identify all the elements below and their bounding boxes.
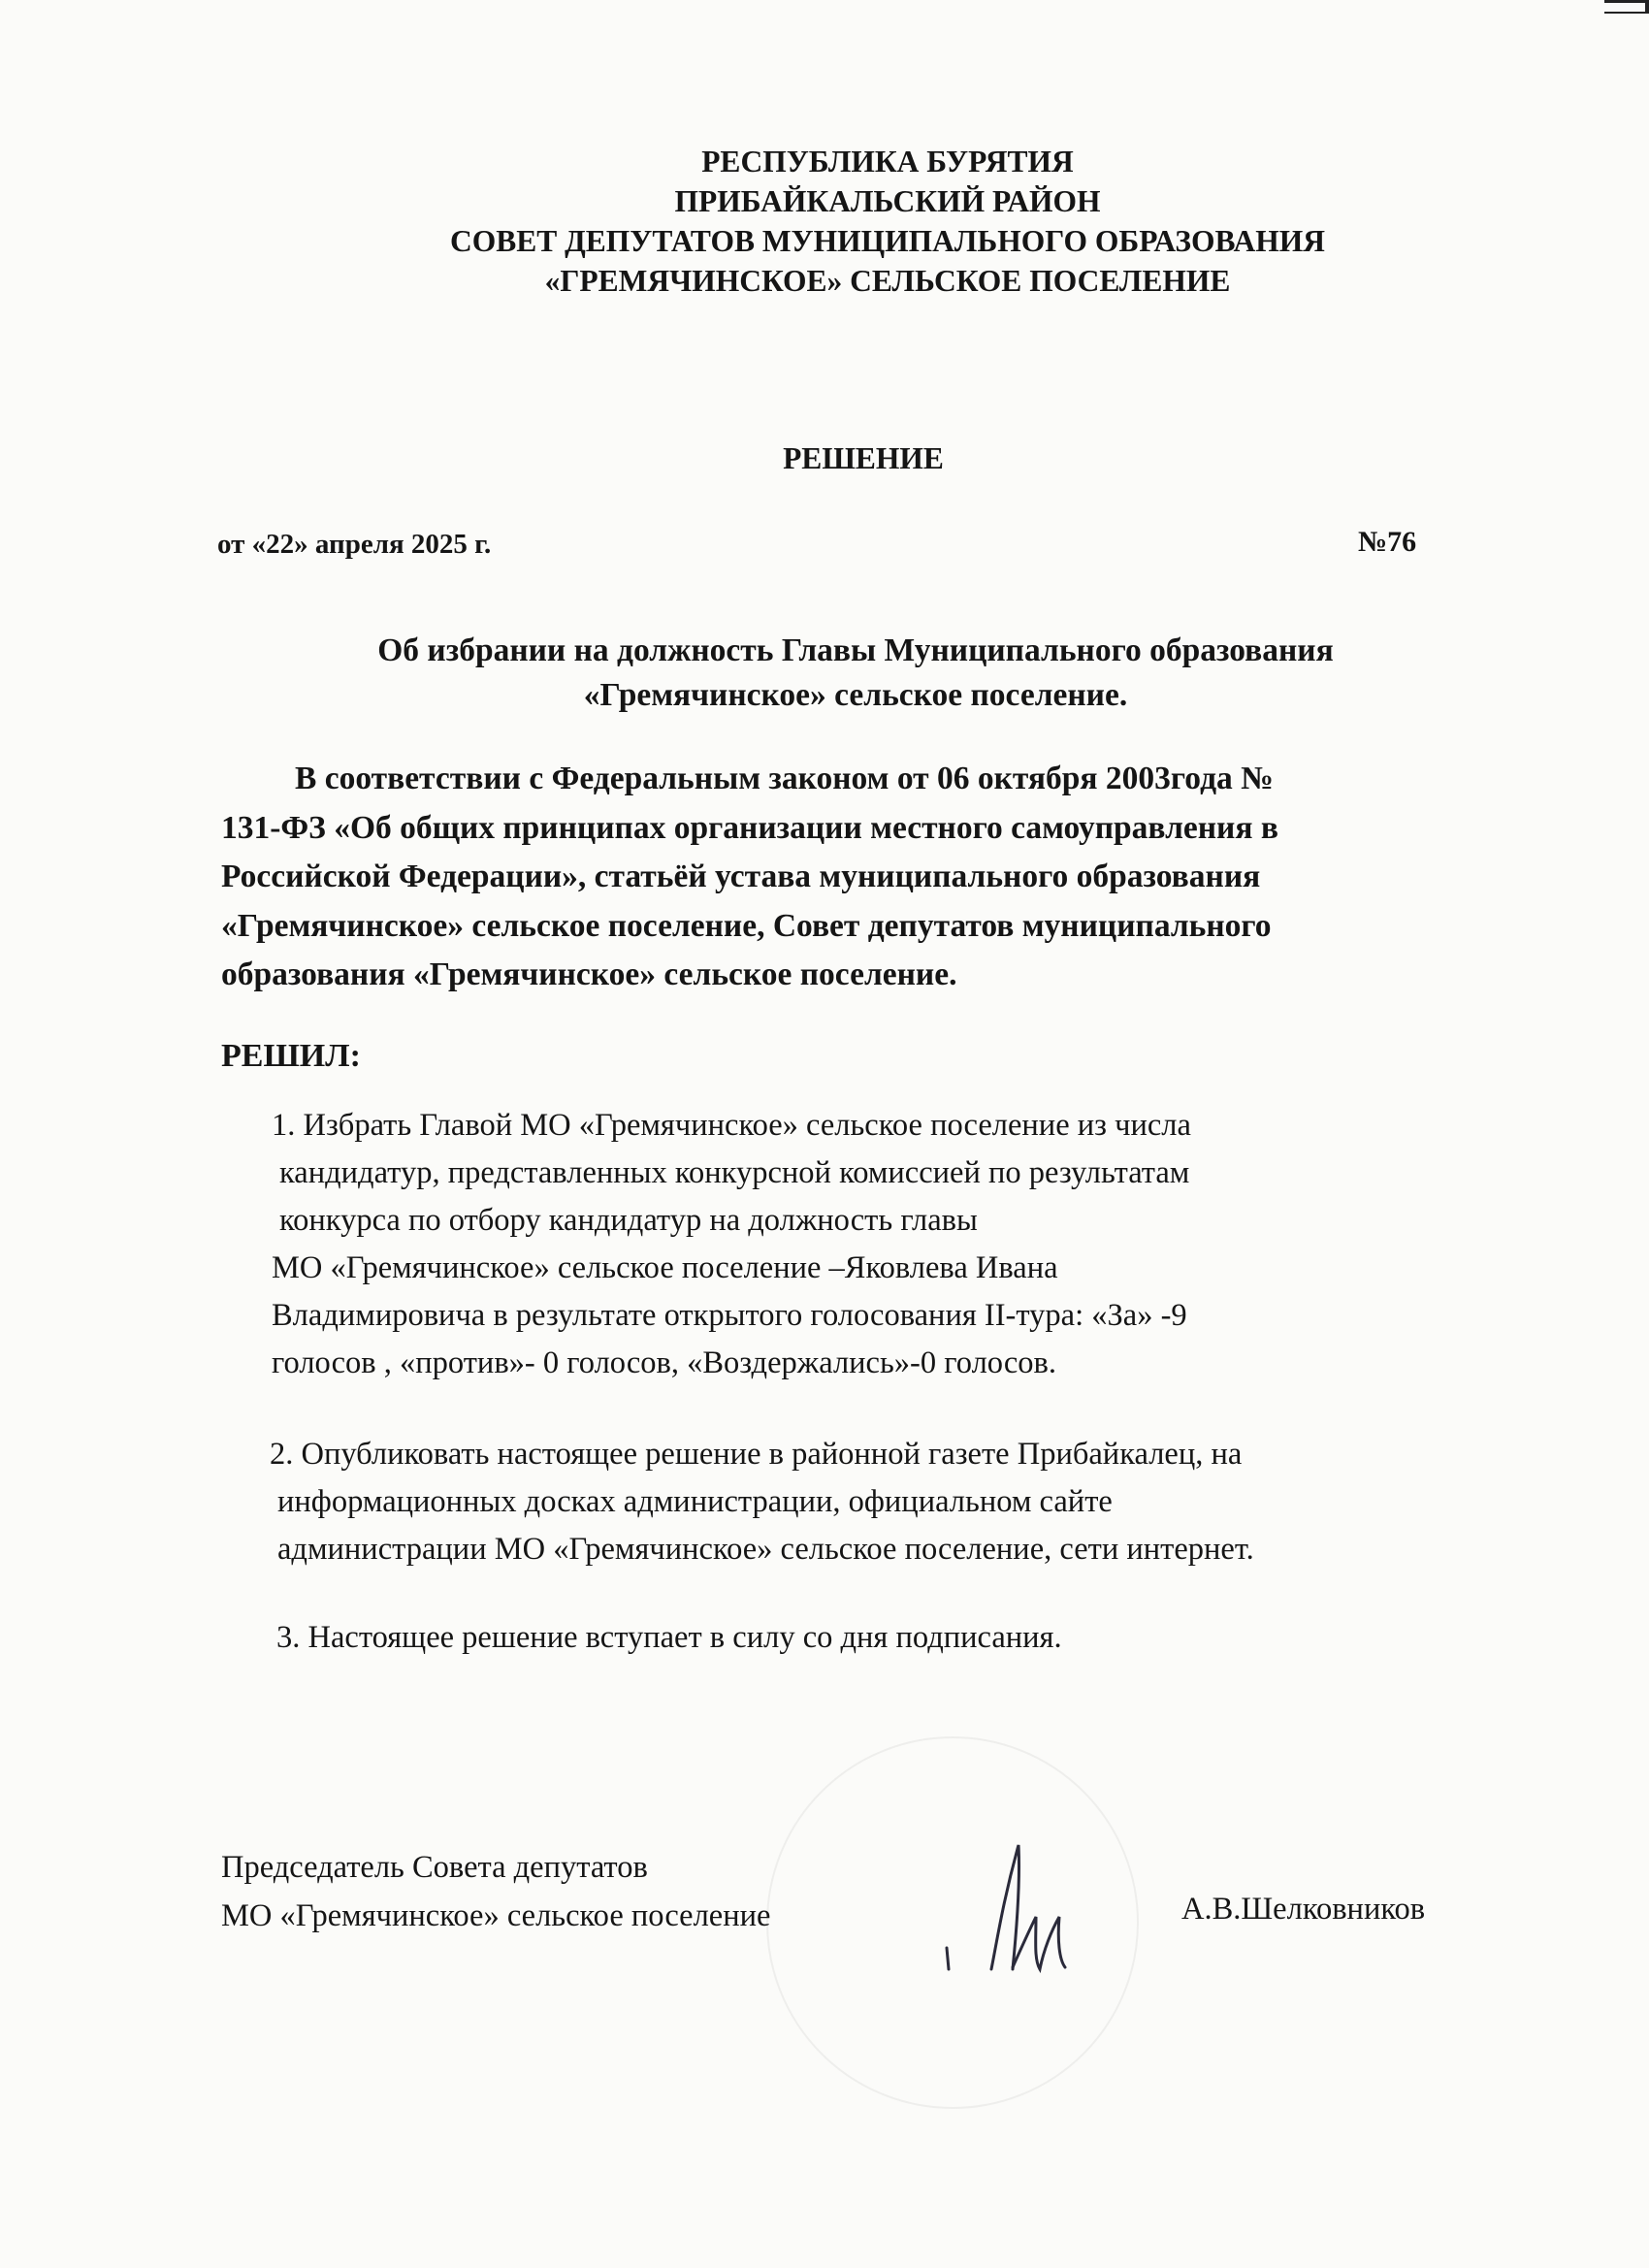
item-line: 3. Настоящее решение вступает в силу со дня подписания.	[276, 1620, 1062, 1655]
scan-edge-mark	[1645, 0, 1649, 14]
handwritten-signature	[931, 1824, 1106, 1989]
item-line: голосов , «против»- 0 голосов, «Воздержались»-0 голосов.	[272, 1345, 1057, 1380]
preamble-line: образования «Гремячинское» сельское поселение.	[221, 956, 957, 992]
item-line: кандидатур, представленных конкурсной комиссией по результатам	[279, 1155, 1190, 1190]
preamble-line: «Гремячинское» сельское поселение, Совет депутатов муниципального	[221, 907, 1272, 944]
scan-edge-mark	[1604, 0, 1649, 3]
decision-item-1	[272, 1102, 1191, 1387]
subject-line: Об избрании на должность Главы Муниципального образования	[377, 632, 1334, 668]
decided-label: РЕШИЛ:	[221, 1038, 361, 1074]
header-council: СОВЕТ ДЕПУТАТОВ МУНИЦИПАЛЬНОГО ОБРАЗОВАНИЯ	[449, 224, 1326, 258]
item-line: 1. Избрать Главой МО «Гремячинское» сельское поселение из числа	[272, 1108, 1191, 1143]
preamble	[221, 755, 1278, 1000]
preamble-line: Российской Федерации», статьёй устава муниципального образования	[221, 859, 1261, 894]
document-date: от «22» апреля 2025 г.	[217, 529, 492, 560]
document-type: РЕШЕНИЕ	[783, 441, 944, 475]
document-header	[0, 142, 1649, 301]
signer-position: МО «Гремячинское» сельское поселение	[221, 1898, 771, 1933]
item-line: 2. Опубликовать настоящее решение в районной газете Прибайкалец, на	[270, 1437, 1243, 1472]
header-republic: РЕСПУБЛИКА БУРЯТИЯ	[701, 145, 1074, 178]
scan-edge-mark	[1604, 12, 1649, 14]
decision-item-2	[270, 1431, 1254, 1573]
signature-block	[221, 1843, 770, 1940]
preamble-line: В соответствии с Федеральным законом от 06 октября 2003года №	[295, 761, 1274, 796]
header-settlement: «ГРЕМЯЧИНСКОЕ» СЕЛЬСКОЕ ПОСЕЛЕНИЕ	[544, 264, 1231, 298]
subject-line: «Гремячинское» сельское поселение.	[583, 677, 1128, 713]
decision-item-3	[276, 1614, 1062, 1662]
item-line: конкурса по отбору кандидатур на должность главы	[279, 1203, 978, 1238]
item-line: информационных досках администрации, официальном сайте	[277, 1484, 1113, 1519]
item-line: администрации МО «Гремячинское» сельское поселение, сети интернет.	[277, 1532, 1254, 1567]
document-subject	[0, 629, 1649, 718]
signer-name: А.В.Шелковников	[1181, 1892, 1426, 1927]
header-district: ПРИБАЙКАЛЬСКИЙ РАЙОН	[674, 184, 1101, 218]
item-line: Владимировича в результате открытого голосования II-тура: «За» -9	[272, 1298, 1187, 1333]
item-line: МО «Гремячинское» сельское поселение –Яковлева Ивана	[272, 1250, 1058, 1285]
signer-position: Председатель Совета депутатов	[221, 1850, 648, 1885]
preamble-line: 131-ФЗ «Об общих принципах организации местного самоуправления в	[221, 809, 1278, 846]
document-number: №76	[1358, 526, 1417, 558]
